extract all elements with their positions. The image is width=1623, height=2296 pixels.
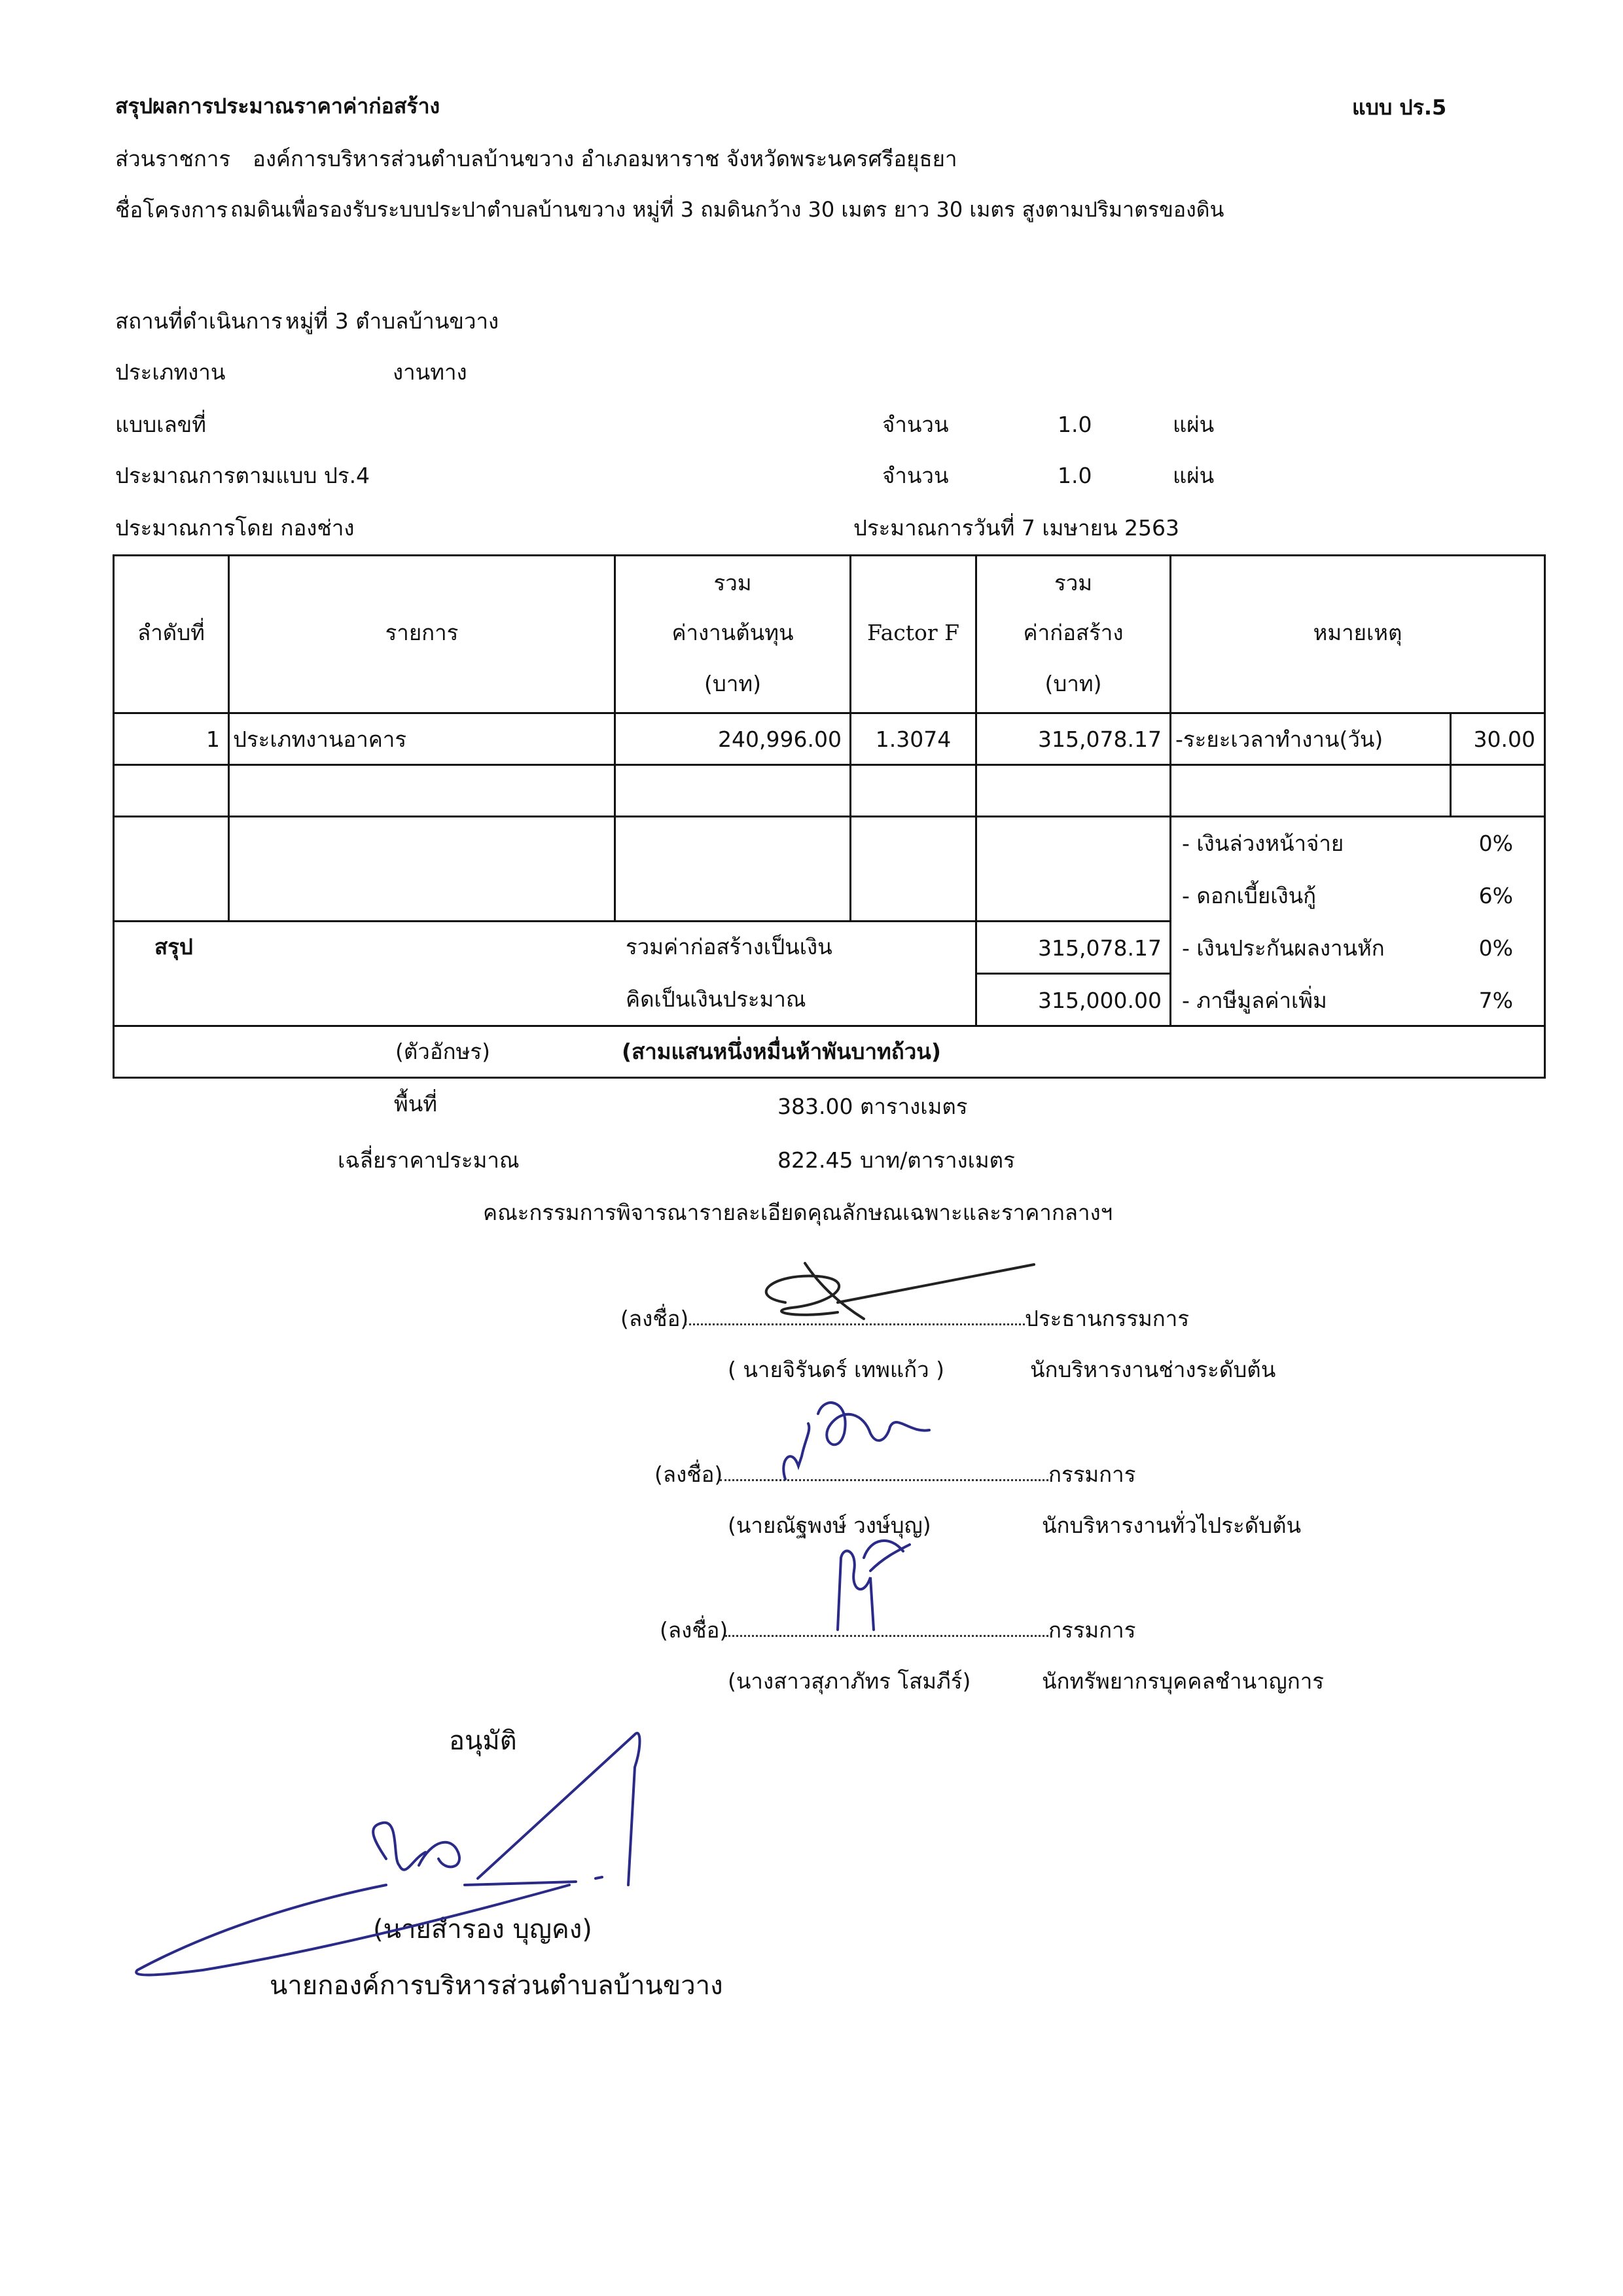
member-position: นักบริหารงานทั่วไประดับต้น xyxy=(1042,1513,1302,1538)
drawing-qty-unit: แผ่น xyxy=(1173,412,1215,437)
estimate-qty-label: จำนวน xyxy=(882,463,949,488)
total-label: รวมค่าก่อสร้างเป็นเงิน xyxy=(626,934,832,960)
signature-chairman xyxy=(707,1257,1047,1335)
col-header-construct-2: ค่าก่อสร้าง xyxy=(1023,620,1124,645)
approval-label: อนุมัติ xyxy=(449,1726,517,1756)
approx-value: 315,000.00 xyxy=(1038,988,1162,1013)
avg-price-label: เฉลี่ยราคาประมาณ xyxy=(338,1147,520,1173)
total-value: 315,078.17 xyxy=(1038,935,1162,961)
col-header-item: รายการ xyxy=(385,620,459,645)
member-name: (นายณัฐพงษ์ วงษ์บุญ) xyxy=(728,1513,931,1538)
drawing-qty-label: จำนวน xyxy=(882,412,949,437)
words-label: (ตัวอักษร) xyxy=(395,1039,490,1064)
area-label: พื้นที่ xyxy=(394,1091,438,1117)
col-header-construct-1: รวม xyxy=(1054,570,1092,596)
words-value: (สามแสนหนึ่งหมื่นห้าพันบาทถ้วน) xyxy=(622,1039,941,1064)
sign-prefix: (ลงชื่อ) xyxy=(620,1306,689,1331)
summary-label: สรุป xyxy=(154,934,193,960)
area-value: 383.00 ตารางเมตร xyxy=(777,1094,968,1119)
drawing-qty-value: 1.0 xyxy=(1058,412,1092,437)
location-label: สถานที่ดำเนินการ xyxy=(115,308,283,334)
document-title: สรุปผลการประมาณราคาค่าก่อสร้าง xyxy=(115,94,440,118)
estimate-form-label: ประมาณการตามแบบ ปร.4 xyxy=(115,463,370,488)
term-advance-value: 0% xyxy=(1478,831,1513,856)
project-value: ถมดินเพื่อรองรับระบบประปาตำบลบ้านขวาง หมู่ที่ 3 ถมดินกว้าง 30 เมตร ยาว 30 เมตร สูงตามปริมาตรของดิน xyxy=(230,197,1224,222)
term-advance-label: - เงินล่วงหน้าจ่าย xyxy=(1182,831,1344,856)
term-vat-label: - ภาษีมูลค่าเพิ่ม xyxy=(1182,988,1327,1013)
estimate-qty-value: 1.0 xyxy=(1058,463,1092,488)
member-name: ( นายจิรันดร์ เทพแก้ว ) xyxy=(728,1357,944,1382)
col-header-construct-3: (บาท) xyxy=(1044,671,1102,696)
worktype-value: งานทาง xyxy=(393,359,467,385)
approver-position: นายกองค์การบริหารส่วนตำบลบ้านขวาง xyxy=(270,1971,723,2001)
term-retention-label: - เงินประกันผลงานหัก xyxy=(1182,935,1385,961)
col-header-factor: Factor F xyxy=(866,620,960,645)
member-position: นักบริหารงานช่างระดับต้น xyxy=(1030,1357,1276,1382)
drawing-no-label: แบบเลขที่ xyxy=(115,412,206,437)
col-header-no: ลำดับที่ xyxy=(137,620,205,645)
location-value: หมู่ที่ 3 ตำบลบ้านขวาง xyxy=(285,308,499,334)
signature-member-3 xyxy=(825,1532,929,1636)
approver-name: (นายสำรอง บุญคง) xyxy=(373,1914,592,1945)
term-interest-label: - ดอกเบี้ยเงินกู้ xyxy=(1182,883,1317,908)
row-remark-value: 30.00 xyxy=(1473,726,1535,752)
row-no: 1 xyxy=(206,726,220,752)
signature-approver xyxy=(124,1728,648,2003)
sign-prefix: (ลงชื่อ) xyxy=(654,1462,723,1487)
member-name: (นางสาวสุภาภัทร โสมภีร์) xyxy=(728,1668,971,1694)
approx-label: คิดเป็นเงินประมาณ xyxy=(626,986,806,1012)
avg-price-value: 822.45 บาท/ตารางเมตร xyxy=(777,1147,1015,1173)
form-code: แบบ ปร.5 xyxy=(1352,95,1447,120)
term-vat-value: 7% xyxy=(1478,988,1513,1013)
term-retention-value: 0% xyxy=(1478,935,1513,961)
project-label: ชื่อโครงการ xyxy=(115,197,228,223)
worktype-label: ประเภทงาน xyxy=(115,359,226,385)
member-position: นักทรัพยากรบุคคลชำนาญการ xyxy=(1042,1668,1325,1694)
col-header-cost-3: (บาท) xyxy=(704,671,761,696)
term-interest-value: 6% xyxy=(1478,883,1513,908)
member-role: ประธานกรรมการ xyxy=(1025,1306,1190,1331)
member-role: กรรมการ xyxy=(1048,1462,1136,1487)
signature-member-2 xyxy=(772,1394,969,1486)
col-header-remark: หมายเหตุ xyxy=(1313,620,1402,645)
row-remark-label: -ระยะเวลาทำงาน(วัน) xyxy=(1175,726,1383,752)
col-header-cost-2: ค่างานต้นทุน xyxy=(671,620,794,645)
agency-label: ส่วนราชการ xyxy=(115,146,231,171)
row-item: ประเภทงานอาคาร xyxy=(233,726,407,752)
sign-prefix: (ลงชื่อ) xyxy=(660,1617,728,1643)
committee-title: คณะกรรมการพิจารณารายละเอียดคุณลักษณเฉพาะและราคากลางฯ xyxy=(483,1200,1113,1225)
member-role: กรรมการ xyxy=(1048,1617,1136,1643)
row-cost: 240,996.00 xyxy=(718,726,842,752)
row-construct: 315,078.17 xyxy=(1038,726,1162,752)
row-factor: 1.3074 xyxy=(875,726,952,752)
col-header-cost-1: รวม xyxy=(713,570,752,596)
agency-value: องค์การบริหารส่วนตำบลบ้านขวาง อำเภอมหาราช จังหวัดพระนครศรีอยุธยา xyxy=(253,146,957,171)
estimate-qty-unit: แผ่น xyxy=(1173,463,1215,488)
estimate-date: ประมาณการวันที่ 7 เมษายน 2563 xyxy=(853,515,1180,541)
estimated-by: ประมาณการโดย กองช่าง xyxy=(115,515,355,541)
